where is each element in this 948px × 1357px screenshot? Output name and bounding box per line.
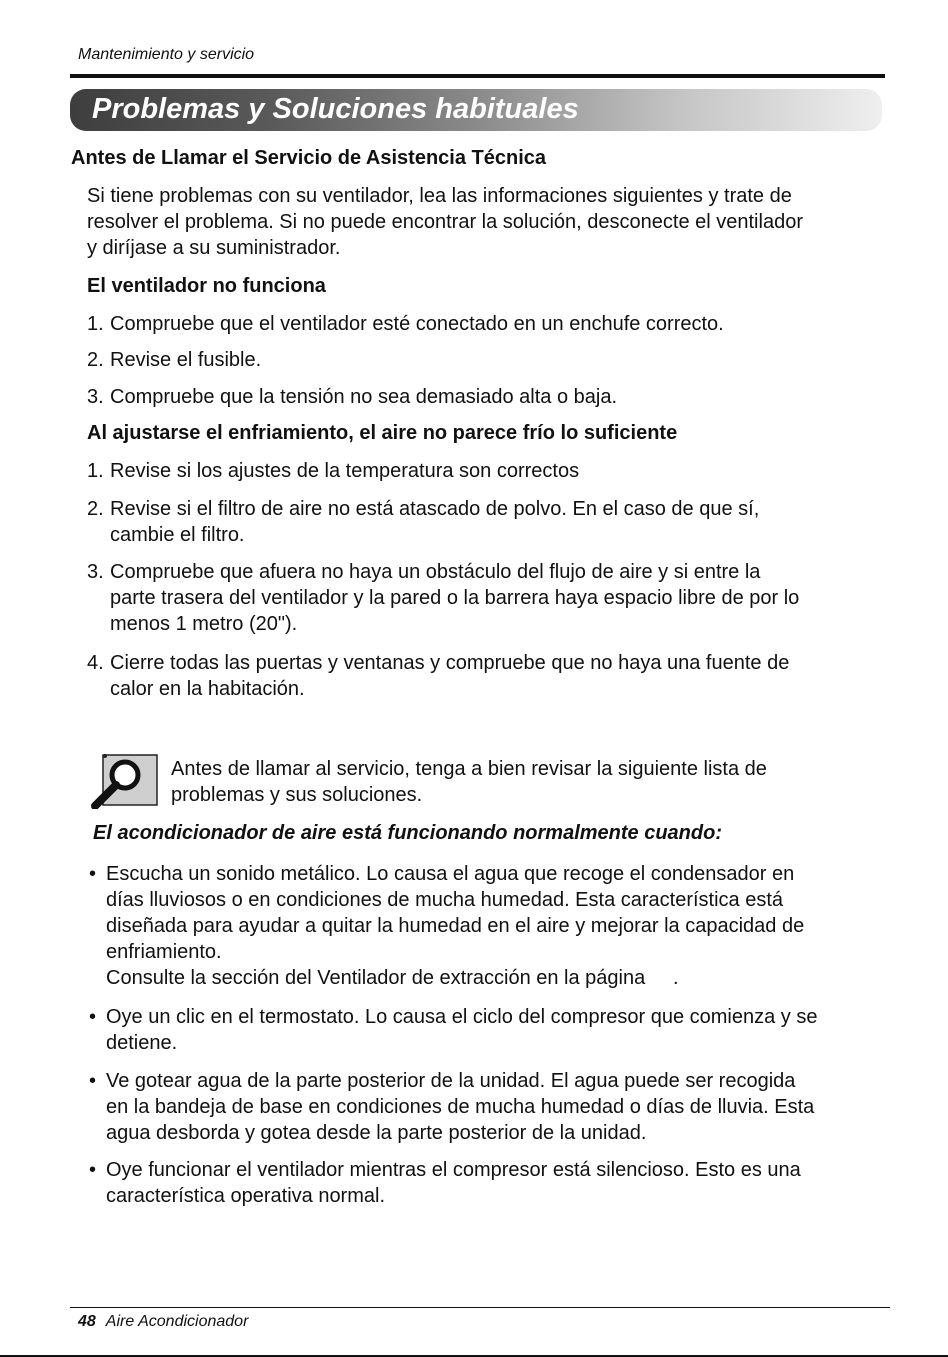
note-line: Antes de llamar al servicio, tenga a bien revisar la siguiente lista de — [171, 758, 767, 780]
magnifier-icon-graphic — [91, 753, 159, 809]
bullet-line: días lluviosos o en condiciones de mucha humedad. Esta característica está — [106, 889, 784, 911]
item-number: 2. — [87, 498, 104, 520]
page-number: 48 — [78, 1313, 96, 1330]
item-number: 3. — [87, 561, 104, 583]
item-line: cambie el filtro. — [110, 524, 245, 546]
page-title: Problemas y Soluciones habituales — [92, 93, 579, 125]
footer — [78, 1313, 248, 1331]
footer-product: Aire Acondicionador — [105, 1313, 249, 1330]
item-number: 1. — [87, 313, 104, 335]
bullet-line: diseñada para ayudar a quitar la humedad en el aire y mejorar la capacidad de — [106, 915, 805, 937]
item-line: Compruebe que el ventilador esté conectado en un enchufe correcto. — [110, 313, 724, 335]
bullet-dot: • — [89, 1070, 97, 1092]
bottom-rule — [70, 1307, 890, 1308]
cold-item — [87, 650, 897, 702]
normal-operation-heading: El acondicionador de aire está funcionando normalmente cuando: — [93, 822, 722, 844]
bullet-item — [89, 1068, 909, 1146]
bullet-dot: • — [89, 1006, 97, 1028]
bullet-item — [89, 861, 909, 991]
fan-item — [87, 311, 897, 337]
bullet-line: enfriamiento. — [106, 941, 222, 963]
bullet-line: Consulte la sección del Ventilador de extracción en la página . — [106, 967, 679, 989]
item-number: 3. — [87, 386, 104, 408]
section-label: Mantenimiento y servicio — [78, 46, 255, 63]
item-number: 4. — [87, 652, 104, 674]
bullet-line: característica operativa normal. — [106, 1185, 386, 1207]
fan-item — [87, 384, 897, 410]
cold-item — [87, 559, 897, 637]
cold-item — [87, 496, 897, 548]
item-line: Cierre todas las puertas y ventanas y compruebe que no haya una fuente de — [110, 652, 790, 674]
item-line: Revise si el filtro de aire no está atascado de polvo. En el caso de que sí, — [110, 498, 760, 520]
item-line: calor en la habitación. — [110, 678, 305, 700]
bullet-line: Oye funcionar el ventilador mientras el compresor está silencioso. Esto es una — [106, 1159, 801, 1181]
item-number: 1. — [87, 460, 104, 482]
intro-line: Si tiene problemas con su ventilador, lea las informaciones siguientes y trate de — [87, 185, 792, 207]
fan-not-working-heading: El ventilador no funciona — [87, 275, 326, 297]
intro-paragraph — [87, 183, 897, 261]
bullet-line: en la bandeja de base en condiciones de mucha humedad o días de lluvia. Esta — [106, 1096, 815, 1118]
item-line: Compruebe que la tensión no sea demasiado alta o baja. — [110, 386, 618, 408]
top-rule — [70, 74, 885, 78]
bullet-line: detiene. — [106, 1032, 178, 1054]
bullet-line: agua desborda y gotea desde la parte posterior de la unidad. — [106, 1122, 647, 1144]
item-line: Revise si los ajustes de la temperatura son correctos — [110, 460, 580, 482]
bullet-line: Ve gotear agua de la parte posterior de la unidad. El agua puede ser recogida — [106, 1070, 796, 1092]
item-line: Compruebe que afuera no haya un obstáculo del flujo de aire y si entre la — [110, 561, 761, 583]
intro-line: y diríjase a su suministrador. — [87, 237, 341, 259]
note-text — [171, 756, 871, 808]
item-line: menos 1 metro (20"). — [110, 613, 298, 635]
title-bar — [70, 89, 882, 131]
bullet-line: Escucha un sonido metálico. Lo causa el agua que recoge el condensador en — [106, 863, 795, 885]
magnifier-icon — [91, 753, 159, 809]
bullet-line: Oye un clic en el termostato. Lo causa el ciclo del compresor que comienza y se — [106, 1006, 818, 1028]
bullet-item — [89, 1004, 909, 1056]
cold-item — [87, 458, 897, 484]
item-number: 2. — [87, 349, 104, 371]
intro-line: resolver el problema. Si no puede encontrar la solución, desconecte el ventilador — [87, 211, 803, 233]
bullet-dot: • — [89, 863, 97, 885]
item-line: Revise el fusible. — [110, 349, 262, 371]
bullet-dot: • — [89, 1159, 97, 1181]
note-line: problemas y sus soluciones. — [171, 784, 423, 806]
bullet-item — [89, 1157, 909, 1209]
before-calling-heading: Antes de Llamar el Servicio de Asistencia Técnica — [71, 147, 547, 169]
fan-item — [87, 347, 897, 373]
not-cold-heading: Al ajustarse el enfriamiento, el aire no parece frío lo suficiente — [87, 422, 678, 444]
item-line: parte trasera del ventilador y la pared o la barrera haya espacio libre de por lo — [110, 587, 800, 609]
